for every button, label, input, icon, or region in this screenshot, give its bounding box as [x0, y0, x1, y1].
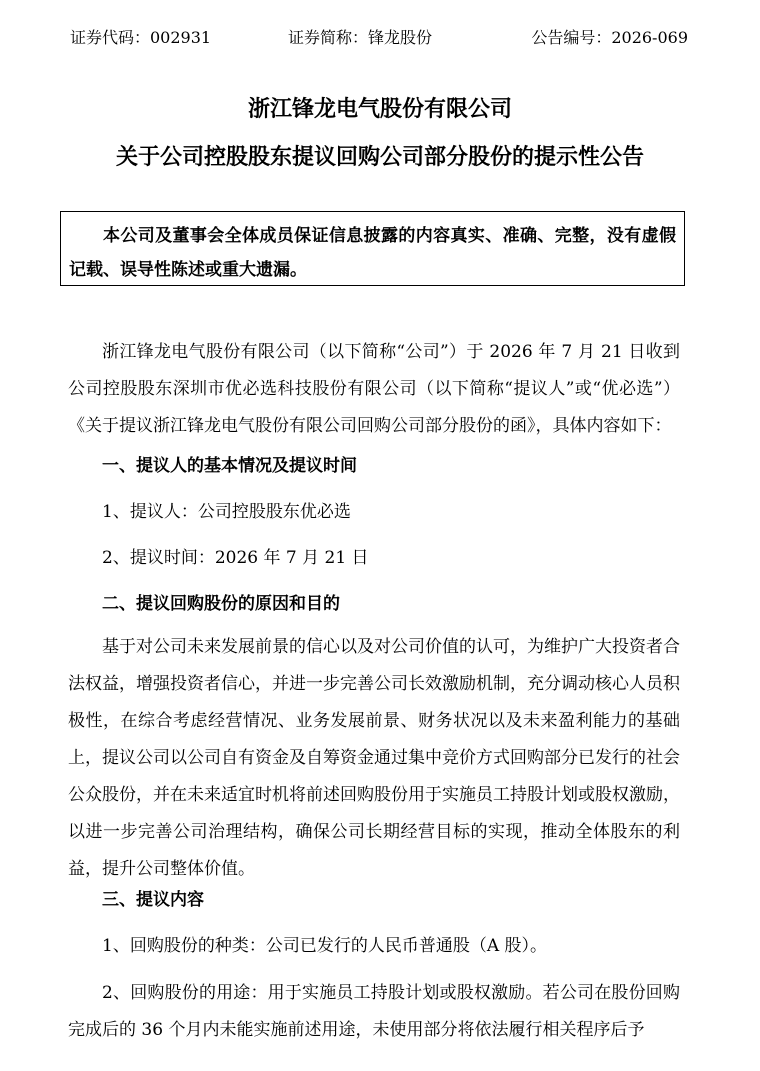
section-2-heading: 二、提议回购股份的原因和目的: [102, 594, 340, 614]
section-3-item-2: 2、回购股份的用途：用于实施员工持股计划或股权激励。若公司在股份回购完成后的 36 个月内未能实施前述用途，未使用部分将依法履行相关程序后予: [68, 983, 680, 1040]
section-1-heading: 一、提议人的基本情况及提议时间: [102, 456, 357, 476]
section-1-item-2: 2、提议时间：2026 年 7 月 21 日: [102, 548, 369, 568]
disclaimer-text: 本公司及董事会全体成员保证信息披露的内容真实、准确、完整，没有虚假记载、误导性陈述或重大遗漏。: [69, 226, 676, 280]
document-header: [70, 26, 690, 50]
section-1-item-1: 1、提议人：公司控股股东优必选: [102, 502, 351, 522]
stock-abbreviation: 证券简称：锋龙股份: [288, 28, 433, 47]
company-title: 浙江锋龙电气股份有限公司: [247, 96, 512, 122]
section-3-item-1: 1、回购股份的种类：公司已发行的人民币普通股（A 股）。: [102, 936, 547, 956]
section-2-paragraph: 基于对公司未来发展前景的信心以及对公司价值的认可，为维护广大投资者合法权益，增强投资者信心，并进一步完善公司长效激励机制，充分调动核心人员积极性，在综合考虑经营情况、业务发展前景、财务状况以及未来盈利能力的基础上，提议公司以公司自有资金及自筹资金通过集中竞价方式回购部分已发行的社会公众股份，并在未来适宜时机将前述回购股份用于实施员工持股计划或股权激励，以进一步完善公司治理结构，确保公司长期经营目标的实现，推动全体股东的利益，提升公司整体价值。: [68, 637, 680, 879]
announcement-number: 公告编号：2026-069: [531, 28, 688, 47]
stock-code: 证券代码：002931: [70, 28, 212, 47]
announcement-title: 关于公司控股股东提议回购公司部分股份的提示性公告: [115, 144, 644, 170]
section-3-heading: 三、提议内容: [102, 890, 204, 910]
intro-paragraph: 浙江锋龙电气股份有限公司（以下简称“公司”）于 2026 年 7 月 21 日收到公司控股股东深圳市优必选科技股份有限公司（以下简称“提议人”或“优必选”）《关于提议浙江锋龙电气股份有限公司回购公司部分股份的函》，具体内容如下：: [68, 342, 680, 436]
disclaimer-box: [60, 211, 685, 286]
